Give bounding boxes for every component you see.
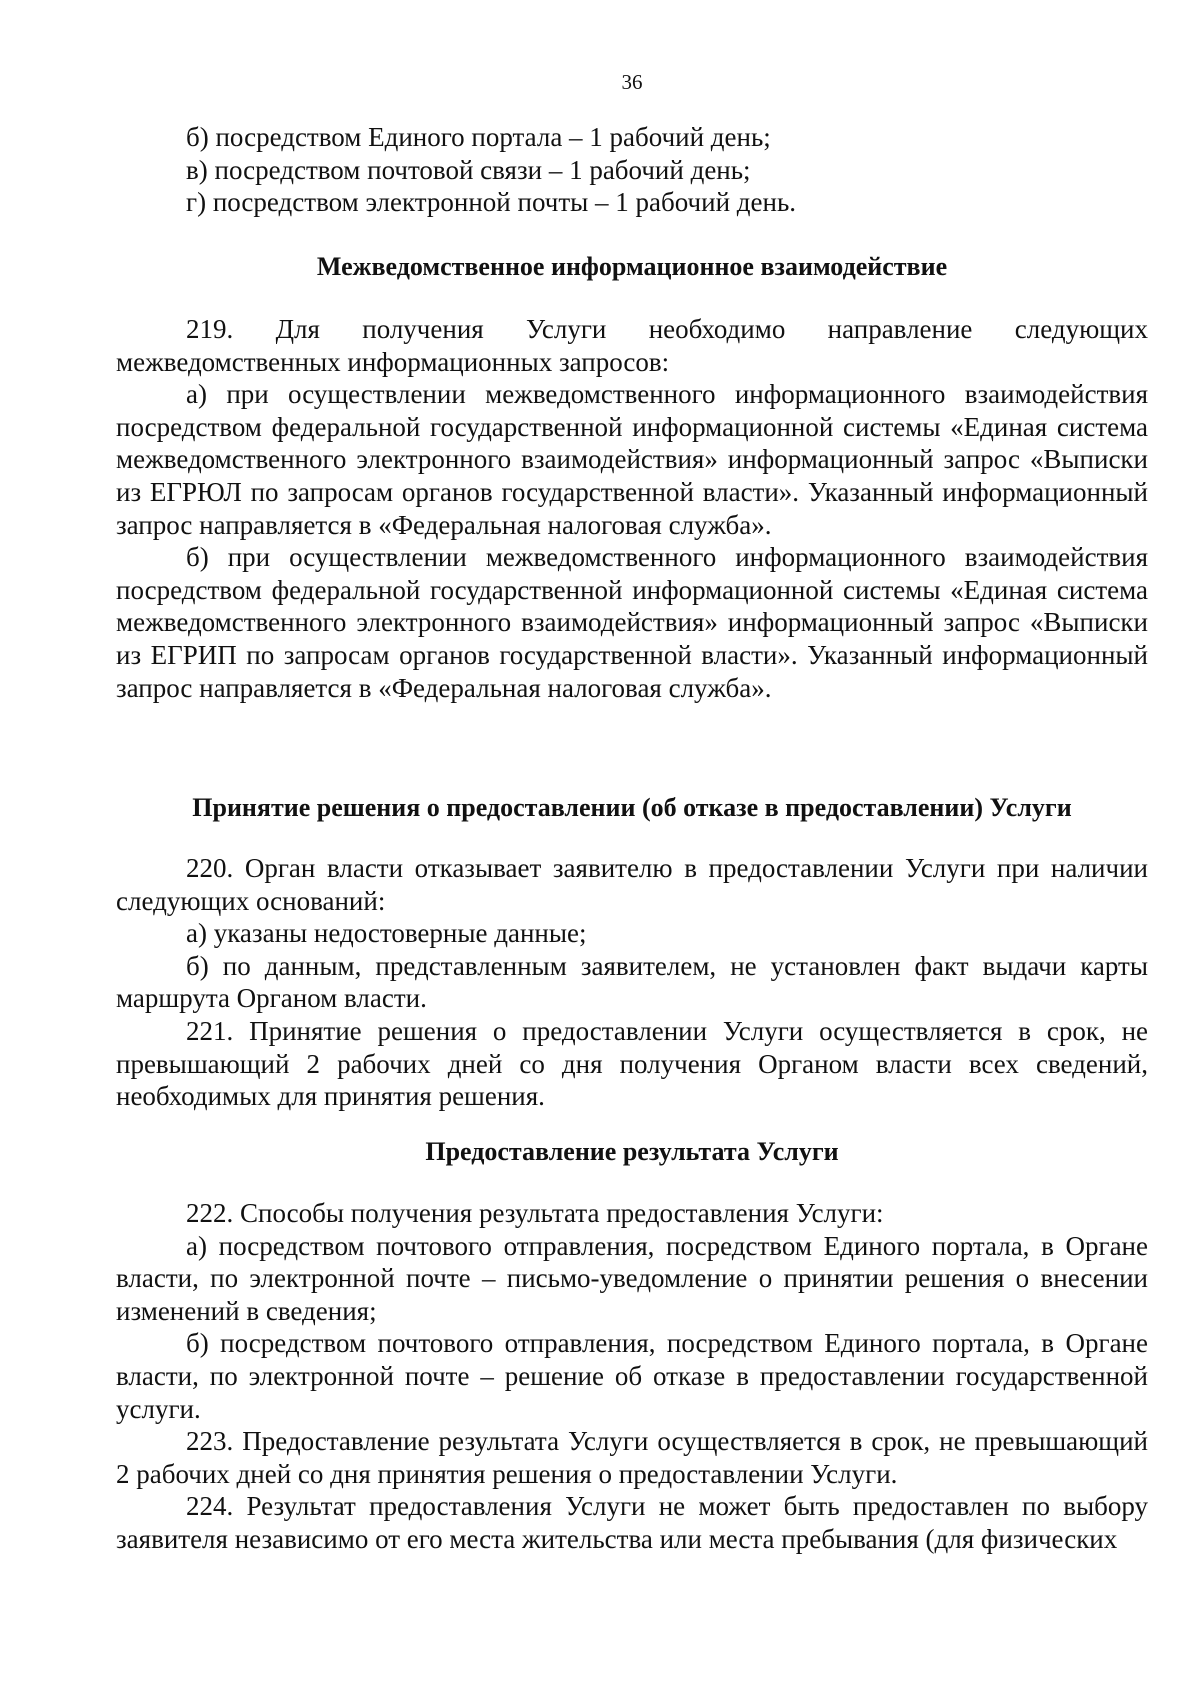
- intro-list: [116, 121, 1148, 219]
- section-body: [116, 1197, 1148, 1556]
- paragraph: а) указаны недостоверные данные;: [186, 918, 587, 949]
- paragraph: 222. Способы получения результата предоставления Услуги:: [186, 1198, 884, 1228]
- paragraph: 221. Принятие решения о предоставлении Услуги осуществляется в срок, не превышающий 2 рабочих дней со дня получения Органом власти всех сведений, необходимых для принятия решения.: [116, 1015, 1148, 1112]
- list-item: г) посредством электронной почты – 1 рабочий день.: [186, 187, 797, 218]
- paragraph: а) посредством почтового отправления, посредством Единого портала, в Органе власти, по электронной почте – письмо-уведомление о принятии решения о внесении изменений в сведения;: [116, 1230, 1148, 1326]
- section-heading: Предоставление результата Услуги: [425, 1137, 839, 1166]
- list-item: в) посредством почтовой связи – 1 рабочий день;: [186, 154, 751, 185]
- page-number: 36: [621, 70, 643, 94]
- paragraph: б) посредством почтового отправления, посредством Единого портала, в Органе власти, по электронной почте – решение об отказе в предоставлении государственной услуги.: [116, 1328, 1148, 1424]
- list-item: б) посредством Единого портала – 1 рабочий день;: [186, 122, 771, 152]
- paragraph: 223. Предоставление результата Услуги осуществляется в срок, не превышающий 2 рабочих дней со дня принятия решения о предоставлении Услуги.: [116, 1426, 1148, 1489]
- section-body: [116, 313, 1148, 704]
- section-heading: Принятие решения о предоставлении (об отказе в предоставлении) Услуги: [192, 793, 1072, 822]
- section-heading: Межведомственное информационное взаимодействие: [316, 252, 948, 281]
- paragraph: а) при осуществлении межведомственного информационного взаимодействия посредством федеральной государственной информационной системы «Единая система межведомственного электронного взаимодействия» информационный запрос «Выписки из ЕГРЮЛ по запросам органов государственной власти». Указанный информационный запрос направляется в «Федеральная налоговая служба».: [116, 379, 1148, 540]
- paragraph: б) при осуществлении межведомственного информационного взаимодействия посредством федеральной государственной информационной системы «Единая система межведомственного электронного взаимодействия» информационный запрос «Выписки из ЕГРИП по запросам органов государственной власти». Указанный информационный запрос направляется в «Федеральная налоговая служба».: [116, 542, 1148, 703]
- paragraph: 219. Для получения Услуги необходимо направление следующих межведомственных информационных запросов:: [116, 314, 1148, 377]
- paragraph: 224. Результат предоставления Услуги не может быть предоставлен по выбору заявителя независимо от его места жительства или места пребывания (для физических: [116, 1491, 1148, 1554]
- section-body: [116, 852, 1148, 1113]
- paragraph: 220. Орган власти отказывает заявителю в предоставлении Услуги при наличии следующих оснований:: [116, 853, 1148, 916]
- paragraph: б) по данным, представленным заявителем, не установлен факт выдачи карты маршрута Органом власти.: [116, 950, 1148, 1014]
